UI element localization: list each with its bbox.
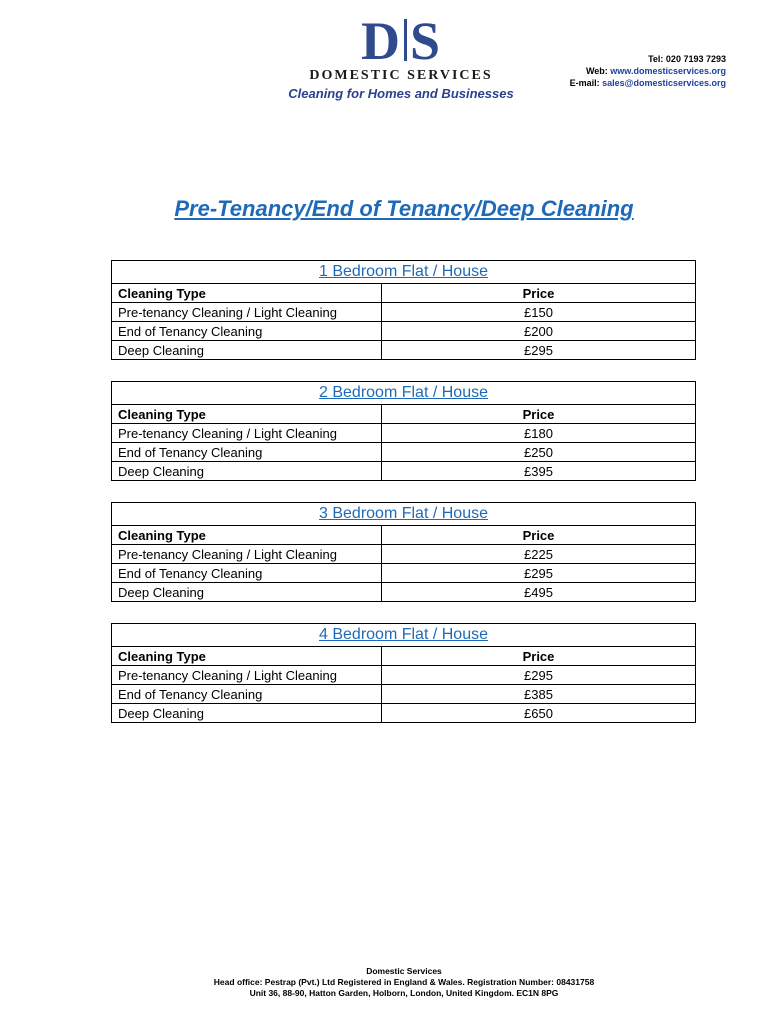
column-header-price: Price	[382, 284, 696, 303]
company-name: DOMESTIC SERVICES	[309, 68, 493, 83]
price-cell: £200	[382, 322, 696, 341]
table-caption	[112, 624, 696, 647]
price-cell: £180	[382, 424, 696, 443]
table-row	[112, 583, 696, 602]
price-cell: £295	[382, 666, 696, 685]
logo-divider	[404, 19, 407, 61]
table-caption-text: 2 Bedroom Flat / House	[319, 384, 488, 401]
phone-number: Tel: 020 7193 7293	[648, 54, 726, 64]
table-row	[112, 322, 696, 341]
table-header-row	[112, 405, 696, 424]
email-link[interactable]: sales@domesticservices.org	[602, 78, 726, 88]
column-header-type: Cleaning Type	[112, 405, 382, 424]
company-logo	[286, 11, 516, 101]
table-row	[112, 704, 696, 723]
price-cell: £250	[382, 443, 696, 462]
cleaning-type-cell: Pre-tenancy Cleaning / Light Cleaning	[112, 303, 382, 322]
footer-company: Domestic Services	[366, 966, 442, 976]
table-row	[112, 666, 696, 685]
table-row	[112, 443, 696, 462]
table-row	[112, 564, 696, 583]
table-header-row	[112, 284, 696, 303]
table-caption	[112, 261, 696, 284]
website-link[interactable]: www.domesticservices.org	[610, 66, 726, 76]
table-caption-text: 1 Bedroom Flat / House	[319, 263, 488, 280]
column-header-price: Price	[382, 647, 696, 666]
logo-letter-s: S	[409, 11, 442, 71]
table-row	[112, 303, 696, 322]
cleaning-type-cell: End of Tenancy Cleaning	[112, 322, 382, 341]
price-table	[111, 502, 696, 602]
logo-mark	[286, 11, 516, 71]
logo-letter-d: D	[360, 11, 401, 71]
cleaning-type-cell: Pre-tenancy Cleaning / Light Cleaning	[112, 424, 382, 443]
price-table	[111, 260, 696, 360]
price-cell: £395	[382, 462, 696, 481]
company-tagline: Cleaning for Homes and Businesses	[288, 86, 514, 101]
table-row	[112, 685, 696, 704]
price-cell: £225	[382, 545, 696, 564]
cleaning-type-cell: Deep Cleaning	[112, 341, 382, 360]
email-label: E-mail:	[569, 78, 603, 88]
cleaning-type-cell: End of Tenancy Cleaning	[112, 564, 382, 583]
cleaning-type-cell: Deep Cleaning	[112, 704, 382, 723]
cleaning-type-cell: Deep Cleaning	[112, 462, 382, 481]
cleaning-type-cell: End of Tenancy Cleaning	[112, 685, 382, 704]
table-header-row	[112, 647, 696, 666]
table-caption-text: 3 Bedroom Flat / House	[319, 505, 488, 522]
column-header-type: Cleaning Type	[112, 284, 382, 303]
cleaning-type-cell: End of Tenancy Cleaning	[112, 443, 382, 462]
page-title: Pre-Tenancy/End of Tenancy/Deep Cleaning	[174, 196, 634, 221]
price-table	[111, 381, 696, 481]
column-header-type: Cleaning Type	[112, 647, 382, 666]
footer-address: Unit 36, 88-90, Hatton Garden, Holborn, London, United Kingdom. EC1N 8PG	[249, 988, 559, 998]
cleaning-type-cell: Pre-tenancy Cleaning / Light Cleaning	[112, 545, 382, 564]
footer	[0, 966, 768, 999]
cleaning-type-cell: Deep Cleaning	[112, 583, 382, 602]
table-caption	[112, 382, 696, 405]
price-cell: £385	[382, 685, 696, 704]
price-cell: £150	[382, 303, 696, 322]
web-label: Web:	[585, 66, 611, 76]
column-header-price: Price	[382, 405, 696, 424]
price-cell: £495	[382, 583, 696, 602]
price-table	[111, 623, 696, 723]
price-cell: £295	[382, 341, 696, 360]
table-row	[112, 462, 696, 481]
table-row	[112, 341, 696, 360]
cleaning-type-cell: Pre-tenancy Cleaning / Light Cleaning	[112, 666, 382, 685]
price-cell: £295	[382, 564, 696, 583]
table-row	[112, 424, 696, 443]
table-row	[112, 545, 696, 564]
email-line	[570, 77, 726, 89]
table-caption	[112, 503, 696, 526]
footer-registration: Head office: Pestrap (Pvt.) Ltd Registered in England & Wales. Registration Number: 08431758	[213, 977, 595, 987]
web-line	[570, 65, 726, 77]
column-header-price: Price	[382, 526, 696, 545]
column-header-type: Cleaning Type	[112, 526, 382, 545]
table-caption-text: 4 Bedroom Flat / House	[319, 626, 488, 643]
table-header-row	[112, 526, 696, 545]
price-cell: £650	[382, 704, 696, 723]
contact-block	[570, 53, 726, 89]
